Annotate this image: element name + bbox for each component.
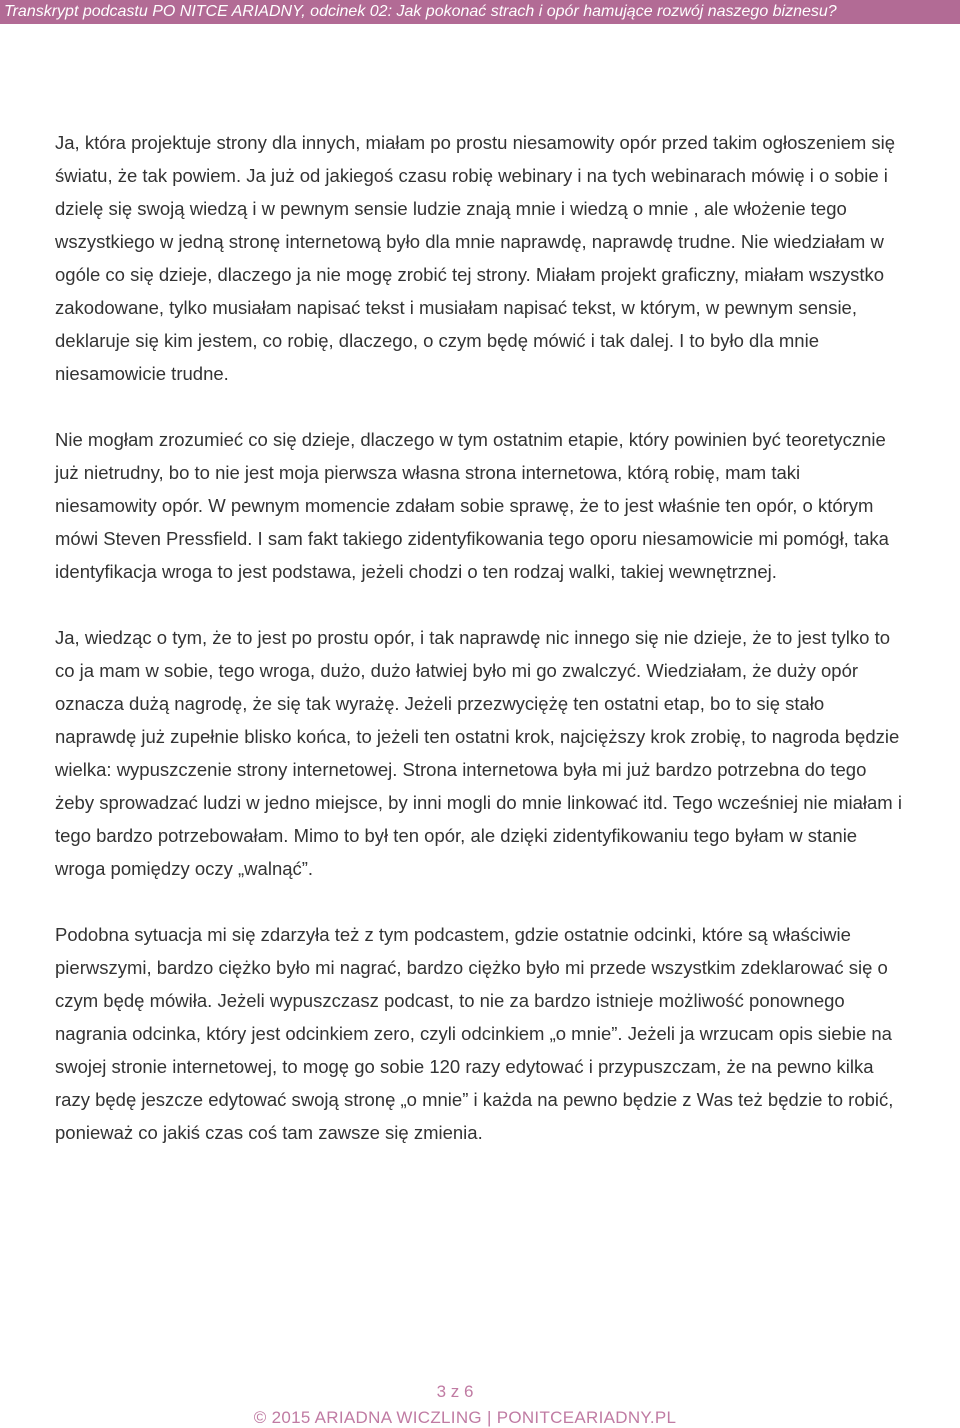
- page-number: 3 z 6: [436, 1382, 474, 1401]
- paragraph-4: Podobna sytuacja mi się zdarzyła też z tym podcastem, gdzie ostatnie odcinki, które są właściwie pierwszymi, bardzo ciężko było mi nagrać, bardzo ciężko było mi przede wszystkim zdeklarować się o czym będę mówiła. Jeżeli wypuszczasz podcast, to nie za bardzo istnieje możliwość ponownego nagrania odcinka, który jest odcinkiem zero, czyli odcinkiem „o mnie”. Jeżeli ja wrzucam opis siebie na swojej stronie internetowej, to mogę go sobie 120 razy edytować i przypuszczam, że na pewno kilka razy będę jeszcze edytować swoją stronę „o mnie” i każda na pewno będzie z Was też będzie to robić, ponieważ co jakiś czas coś tam zawsze się zmienia.: [55, 924, 894, 1143]
- transcript-body: [55, 126, 905, 1149]
- document-title: Transkrypt podcastu PO NITCE ARIADNY, odcinek 02: Jak pokonać strach i opór hamujące rozwój naszego biznesu?: [4, 3, 837, 20]
- header-bar: [0, 0, 960, 24]
- paragraph-3: Ja, wiedząc o tym, że to jest po prostu opór, i tak naprawdę nic innego się nie dzieje, że to jest tylko to co ja mam w sobie, tego wroga, dużo, dużo łatwiej było mi go zwalczyć. Wiedziałam, że duży opór oznacza dużą nagrodę, że się tak wyrażę. Jeżeli przezwyciężę ten ostatni etap, bo to się stało naprawdę już zupełnie blisko końca, to jeżeli ten ostatni krok, najcięższy krok zrobię, to nagroda będzie wielka: wypuszczenie strony internetowej. Strona internetowa była mi już bardzo potrzebna do tego żeby sprowadzać ludzi w jedno miejsce, by inni mogli do mnie linkować itd. Tego wcześniej nie miałam i tego bardzo potrzebowałam. Mimo to był ten opór, ale dzięki zidentyfikowaniu tego byłam w stanie wroga pomiędzy oczy „walnąć”.: [55, 627, 902, 879]
- paragraph-2: Nie mogłam zrozumieć co się dzieje, dlaczego w tym ostatnim etapie, który powinien być teoretycznie już nietrudny, bo to nie jest moja pierwsza własna strona internetowa, którą robię, mam taki niesamowity opór. W pewnym momencie zdałam sobie sprawę, że to jest właśnie ten opór, o którym mówi Steven Pressfield. I sam fakt takiego zidentyfikowania tego oporu niesamowicie mi pomógł, taka identyfikacja wroga to jest podstawa, jeżeli chodzi o ten rodzaj walki, takiej wewnętrznej.: [55, 429, 889, 582]
- paragraph-1: Ja, która projektuje strony dla innych, miałam po prostu niesamowity opór przed takim ogłoszeniem się światu, że tak powiem. Ja już od jakiegoś czasu robię webinary i na tych webinarach mówię i o sobie i dzielę się swoją wiedzą i w pewnym sensie ludzie znają mnie i wiedzą o mnie , ale włożenie tego wszystkiego w jedną stronę internetową było dla mnie naprawdę, naprawdę trudne. Nie wiedziałam w ogóle co się dzieje, dlaczego ja nie mogę zrobić tej strony. Miałam projekt graficzny, miałam wszystko zakodowane, tylko musiałam napisać tekst i musiałam napisać tekst, w którym, w pewnym sensie, deklaruje się kim jestem, co robię, dlaczego, o czym będę mówić i tak dalej. I to było dla mnie niesamowicie trudne.: [55, 132, 896, 384]
- footer-copyright: © 2015 ARIADNA WICZLING | PONITCEARIADNY.PL: [253, 1408, 677, 1427]
